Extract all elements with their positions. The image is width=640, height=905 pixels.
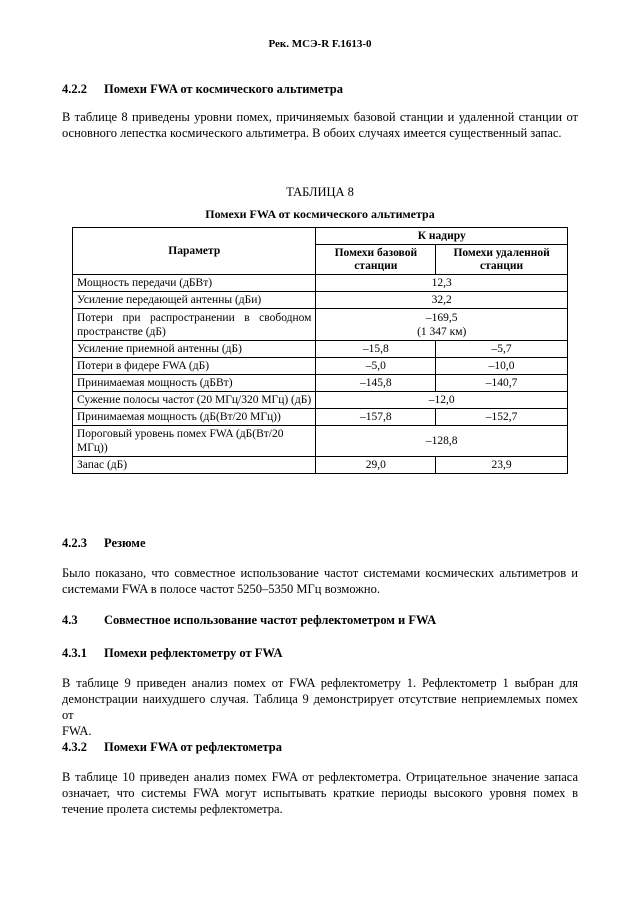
section-title: Совместное использование частот рефлектометром и FWA	[104, 613, 437, 627]
paragraph-line: Было показано, что совместное использование частот системами космических альтиметров и	[62, 566, 578, 580]
row-parameter: Потери в фидере FWA (дБ)	[73, 358, 316, 375]
header-parameter: Параметр	[73, 228, 316, 275]
table-row	[73, 275, 568, 292]
section-title: Помехи рефлектометру от FWA	[104, 646, 283, 660]
merged-value-line: –169,5	[425, 311, 458, 324]
paragraph-line: FWA.	[62, 724, 92, 738]
section-heading-4-2-3	[62, 536, 146, 551]
section-title: Помехи FWA от космического альтиметра	[104, 82, 343, 96]
row-value-base: –15,8	[316, 341, 436, 358]
table-row	[73, 392, 568, 409]
paragraph-4-3-1	[62, 675, 578, 739]
table-row	[73, 358, 568, 375]
paragraph-line: течение пролета системы рефлектометра.	[62, 802, 283, 816]
row-value-remote: –152,7	[436, 409, 568, 426]
section-number: 4.2.2	[62, 82, 87, 96]
section-heading-4-2-2	[62, 82, 343, 97]
paragraph-4-2-3	[62, 565, 578, 597]
paragraph-line: означает, что системы FWA могут испытывать краткие периоды высокого уровня помех в	[62, 786, 578, 800]
row-parameter: Запас (дБ)	[73, 457, 316, 474]
paragraph-line: основного лепестка космического альтиметра. В обоих случаях имеется существенный запас.	[62, 126, 562, 140]
row-parameter: Принимаемая мощность (дБВт)	[73, 375, 316, 392]
row-value-remote: –140,7	[436, 375, 568, 392]
section-heading-4-3-2	[62, 740, 282, 755]
paragraph-4-3-2	[62, 769, 578, 817]
paragraph-line: В таблице 9 приведен анализ помех от FWA рефлектометру 1. Рефлектометр 1 выбран для	[62, 676, 578, 690]
row-value-remote: –5,7	[436, 341, 568, 358]
header-remote-station: Помехи удаленной станции	[436, 245, 568, 275]
table-row	[73, 375, 568, 392]
row-value-base: –145,8	[316, 375, 436, 392]
paragraph-line: демонстрации наихудшего случая. Таблица 9 демонстрирует отсутствие неприемлемых помех от	[62, 692, 578, 722]
row-value-remote: –10,0	[436, 358, 568, 375]
header-base-station: Помехи базовой станции	[316, 245, 436, 275]
row-parameter: Сужение полосы частот (20 МГц/320 МГц) (дБ)	[73, 392, 316, 409]
table-row	[73, 341, 568, 358]
row-value-remote: 23,9	[436, 457, 568, 474]
table-row	[73, 426, 568, 457]
row-parameter: Пороговый уровень помех FWA (дБ(Вт/20 МГц))	[73, 426, 316, 457]
row-parameter: Мощность передачи (дБВт)	[73, 275, 316, 292]
table-row	[73, 309, 568, 341]
row-parameter: Усиление приемной антенны (дБ)	[73, 341, 316, 358]
row-value-merged: –12,0	[316, 392, 568, 409]
paragraph-line: В таблице 8 приведены уровни помех, причиняемых базовой станции и удаленной станции от	[62, 110, 578, 124]
row-value-merged: –128,8	[316, 426, 568, 457]
section-heading-4-3	[62, 613, 436, 628]
paragraph-line: системами FWA в полосе частот 5250–5350 МГц возможно.	[62, 582, 380, 596]
table-title: Помехи FWA от космического альтиметра	[205, 207, 435, 221]
row-value-merged: 32,2	[316, 292, 568, 309]
section-number: 4.3.1	[62, 646, 87, 660]
header-nadir: К надиру	[316, 228, 568, 245]
row-value-base: 29,0	[316, 457, 436, 474]
table-row	[73, 457, 568, 474]
section-title: Помехи FWA от рефлектометра	[104, 740, 282, 754]
row-parameter: Принимаемая мощность (дБ(Вт/20 МГц))	[73, 409, 316, 426]
table-label: ТАБЛИЦА 8	[286, 185, 354, 199]
section-number: 4.3.2	[62, 740, 87, 754]
table-row	[73, 409, 568, 426]
row-value-merged: 12,3	[316, 275, 568, 292]
row-parameter: Потери при распространении в свободном пространстве (дБ)	[73, 309, 316, 341]
row-parameter: Усиление передающей антенны (дБи)	[73, 292, 316, 309]
interference-table	[72, 227, 568, 474]
section-title: Резюме	[104, 536, 146, 550]
section-number: 4.2.3	[62, 536, 87, 550]
paragraph-line: В таблице 10 приведен анализ помех FWA от рефлектометра. Отрицательное значение запаса	[62, 770, 578, 784]
section-number: 4.3	[62, 613, 78, 627]
row-value-merged	[316, 309, 568, 341]
section-heading-4-3-1	[62, 646, 283, 661]
table-row	[73, 292, 568, 309]
row-value-base: –5,0	[316, 358, 436, 375]
paragraph-4-2-2	[62, 109, 578, 141]
page-header: Рек. МСЭ-R F.1613-0	[268, 38, 372, 50]
row-value-base: –157,8	[316, 409, 436, 426]
merged-value-line: (1 347 км)	[417, 325, 467, 338]
